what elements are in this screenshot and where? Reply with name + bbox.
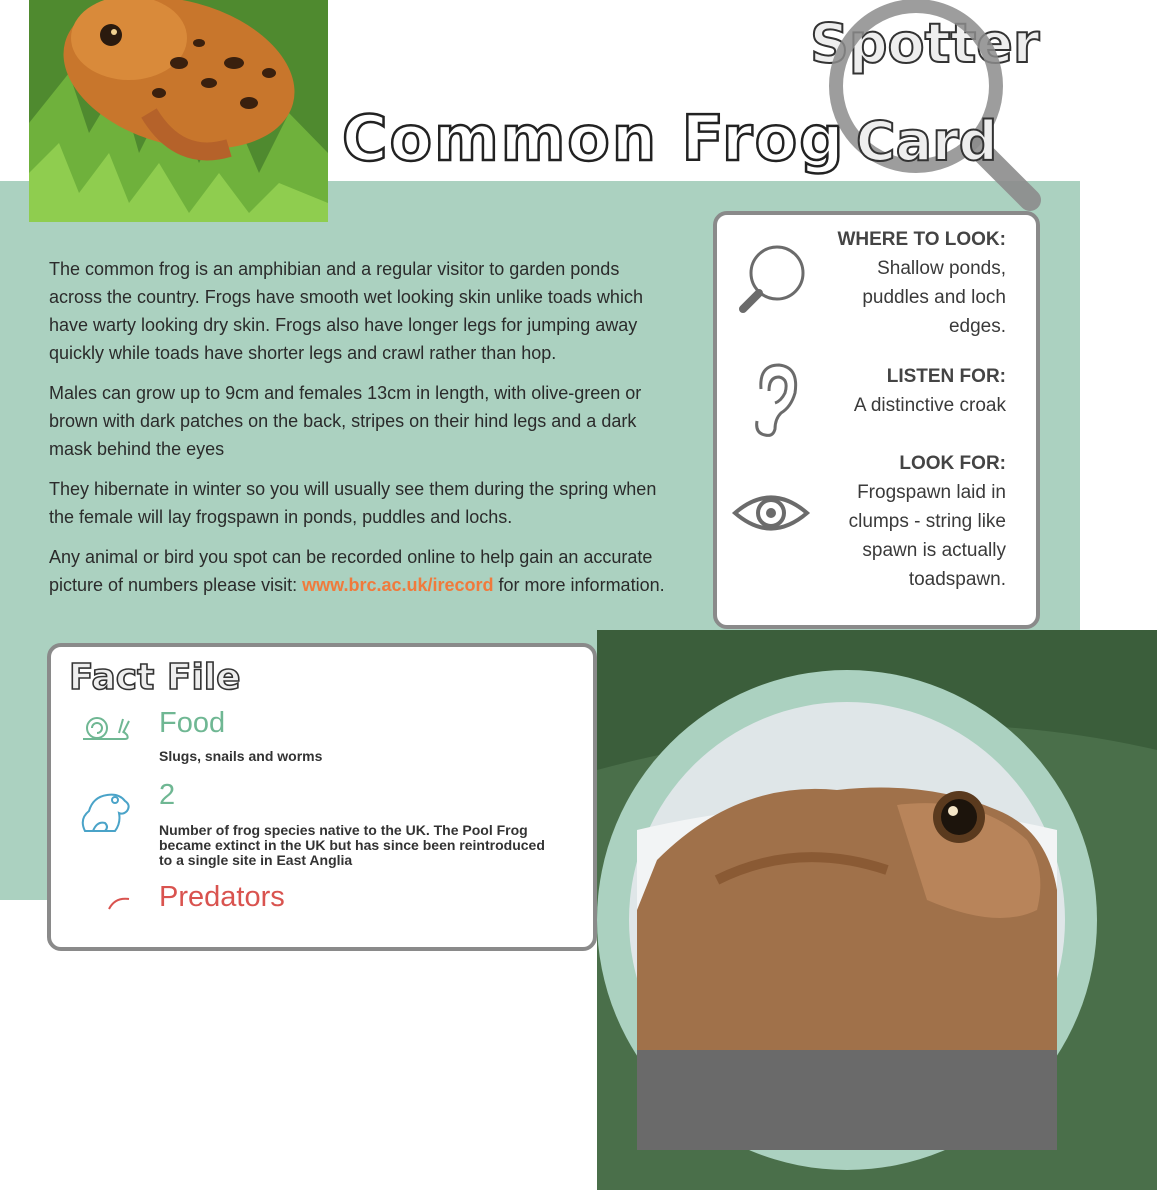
intro-paragraph-1: The common frog is an amphibian and a regular visitor to garden ponds across the country. Frogs have smooth wet looking skin unlike toads which have warty looking dry skin. Frogs also have longer legs for jumping away quickly while toads have shorter legs and crawl rather than hop. [49, 259, 643, 363]
eye-icon [731, 490, 811, 536]
intro-paragraph-2: Males can grow up to 9cm and females 13cm in length, with olive-green or brown with dark patches on the back, stripes on their hind legs and a dark mask behind the eyes [49, 383, 642, 459]
food-heading: Food [159, 707, 226, 739]
food-text: Slugs, snails and worms [159, 748, 323, 764]
page-title [342, 96, 846, 176]
listen-for [806, 362, 1006, 420]
badge-line2: Card [856, 110, 998, 173]
fact-file-title-text: Fact File [69, 657, 241, 698]
spotter-card-badge [800, 0, 1070, 215]
frog-photo-top [29, 0, 328, 222]
intro-paragraph-3: They hibernate in winter so you will usually see them during the spring when the female will lay frogspawn in ponds, puddles and lochs. [49, 479, 657, 527]
record-text-end: for more information. [493, 575, 665, 595]
magnifier-icon [733, 243, 813, 315]
info-box [713, 211, 1040, 629]
listen-text: A distinctive croak [853, 395, 1006, 416]
look-text: Frogspawn laid in clumps - string like spawn is actually toadspawn. [848, 482, 1006, 590]
frog-photo-bottom [597, 630, 1157, 1190]
species-text: Number of frog species native to the UK. The Pool Frog became extinct in the UK but has since been reintroduced to a single site in East Anglia [159, 822, 545, 868]
frog-icon [79, 789, 133, 835]
look-for [816, 449, 1006, 594]
where-heading: WHERE TO LOOK: [837, 229, 1006, 250]
badge-line1: Spotter [810, 12, 1040, 75]
predators-heading: Predators [159, 881, 285, 913]
listen-heading: LISTEN FOR: [886, 366, 1006, 387]
where-text: Shallow ponds, puddles and loch edges. [862, 258, 1006, 337]
intro-paragraph-4 [49, 543, 669, 599]
record-text: Any animal or bird you spot can be recorded online to help gain an accurate picture of numbers please visit: [49, 547, 653, 595]
page-title-text: Common Frog [342, 102, 846, 175]
bird-icon [105, 893, 135, 913]
fact-file-box [47, 643, 597, 951]
intro-text [49, 255, 669, 611]
species-heading: 2 [159, 779, 176, 811]
ear-icon [741, 359, 801, 439]
where-to-look [816, 225, 1006, 341]
irecord-link[interactable]: www.brc.ac.uk/irecord [302, 575, 494, 595]
fact-file-title [69, 653, 269, 697]
look-heading: LOOK FOR: [899, 453, 1006, 474]
snail-icon [79, 711, 131, 745]
